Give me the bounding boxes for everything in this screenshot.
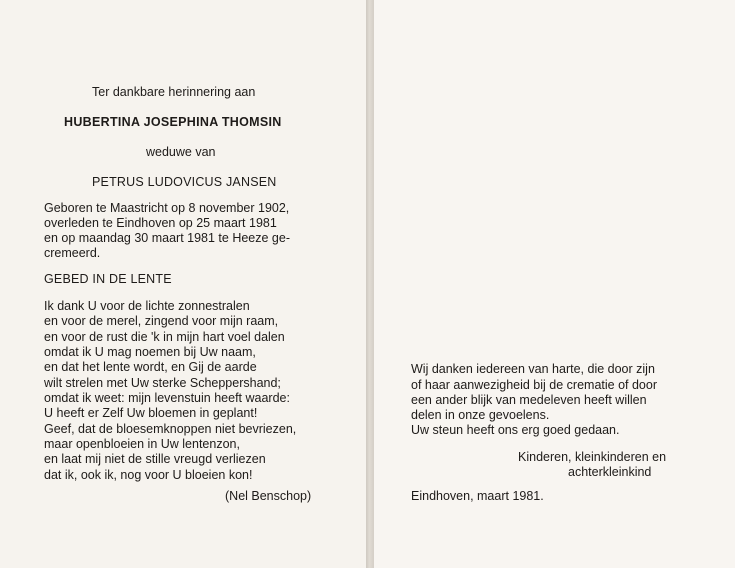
thanks-line: Uw steun heeft ons erg goed gedaan. xyxy=(411,423,620,437)
intro-line: Ter dankbare herinnering aan xyxy=(92,85,256,99)
signature-line: achterkleinkind xyxy=(568,465,652,479)
poem-line: omdat ik weet: mijn levenstuin heeft waarde: xyxy=(44,391,290,405)
bio-line: en op maandag 30 maart 1981 te Heeze ge- xyxy=(44,231,291,245)
card-fold xyxy=(366,0,374,568)
poem-line: U heeft er Zelf Uw bloemen in geplant! xyxy=(44,406,258,420)
widow-of-line: weduwe van xyxy=(146,145,216,159)
poem-line: en dat het lente wordt, en Gij de aarde xyxy=(44,360,257,374)
right-card-panel xyxy=(372,0,735,568)
thanks-line: delen in onze gevoelens. xyxy=(411,408,550,422)
poem-line: en laat mij niet de stille vreugd verliezen xyxy=(44,452,266,466)
thanks-line: Wij danken iedereen van harte, die door zijn xyxy=(411,362,655,376)
poem-line: wilt strelen met Uw sterke Scheppershand; xyxy=(44,376,281,390)
poem-line: Geef, dat de bloesemknoppen niet bevriezen, xyxy=(44,422,297,436)
poem-line: dat ik, ook ik, nog voor U bloeien kon! xyxy=(44,468,253,482)
poem-line: Ik dank U voor de lichte zonnestralen xyxy=(44,299,250,313)
poem-title: GEBED IN DE LENTE xyxy=(44,272,172,286)
bio-line: cremeerd. xyxy=(44,246,101,260)
poem-author: (Nel Benschop) xyxy=(225,489,312,503)
poem-line: maar openbloeien in Uw lentenzon, xyxy=(44,437,240,451)
bio-line: Geboren te Maastricht op 8 november 1902, xyxy=(44,201,290,215)
spouse-name: PETRUS LUDOVICUS JANSEN xyxy=(92,175,277,189)
poem-line: en voor de rust die 'k in mijn hart voel dalen xyxy=(44,330,285,344)
signature-line: Kinderen, kleinkinderen en xyxy=(518,450,667,464)
bio-line: overleden te Eindhoven op 25 maart 1981 xyxy=(44,216,277,230)
thanks-line: een ander blijk van medeleven heeft willen xyxy=(411,393,647,407)
poem-line: en voor de merel, zingend voor mijn raam, xyxy=(44,314,279,328)
poem-line: omdat ik U mag noemen bij Uw naam, xyxy=(44,345,256,359)
thanks-line: of haar aanwezigheid bij de crematie of door xyxy=(411,378,657,392)
deceased-name: HUBERTINA JOSEPHINA THOMSIN xyxy=(64,115,282,129)
place-date: Eindhoven, maart 1981. xyxy=(411,489,544,503)
